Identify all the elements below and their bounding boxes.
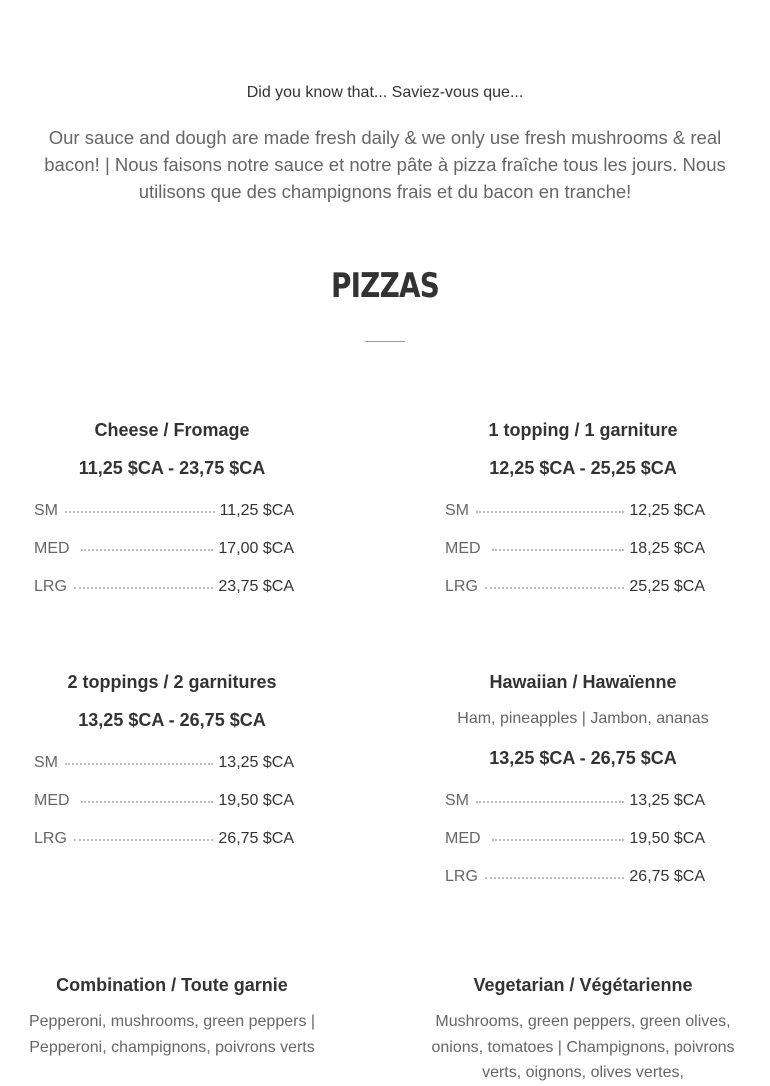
size-label: LRG xyxy=(445,867,478,885)
item-price-range: 11,25 $CA - 23,75 $CA xyxy=(78,458,266,478)
menu-item-cheese xyxy=(7,418,337,613)
price-row xyxy=(445,499,705,523)
price-value: 11,25 $CA xyxy=(219,502,294,519)
item-description: Mushrooms, green peppers, green olives, onions, tomatoes | Champignons, poivrons verts, oignons, olives vertes, xyxy=(431,1013,735,1081)
price-row xyxy=(34,499,294,523)
item-name: 1 topping / 1 garniture xyxy=(488,420,678,440)
intro-heading: Did you know that... Saviez-vous que... xyxy=(246,84,524,101)
price-value: 26,75 $CA xyxy=(629,867,705,885)
price-value: 13,25 $CA xyxy=(629,791,705,809)
size-label: SM xyxy=(445,502,469,519)
item-price-range: 12,25 $CA - 25,25 $CA xyxy=(489,458,677,478)
price-value: 19,50 $CA xyxy=(629,829,705,847)
price-value: 18,25 $CA xyxy=(629,540,705,557)
size-label: MED xyxy=(445,829,481,847)
price-list xyxy=(445,499,705,599)
price-row xyxy=(34,827,294,851)
dot-leader xyxy=(65,762,213,765)
size-label: SM xyxy=(34,754,58,771)
price-row xyxy=(34,789,294,813)
price-row xyxy=(34,575,294,599)
item-price-range: 13,25 $CA - 26,75 $CA xyxy=(489,747,677,768)
price-value: 23,75 $CA xyxy=(218,578,294,595)
dot-leader xyxy=(65,510,215,513)
price-value: 26,75 $CA xyxy=(218,830,294,847)
item-description: Pepperoni, mushrooms, green peppers | Pepperoni, champignons, poivrons verts xyxy=(28,1013,316,1056)
menu-item-combination xyxy=(7,973,337,1060)
menu-item-hawaiian xyxy=(418,670,748,903)
dot-leader xyxy=(492,548,625,551)
item-name: Combination / Toute garnie xyxy=(56,975,288,995)
item-name: Cheese / Fromage xyxy=(94,420,250,440)
price-value: 13,25 $CA xyxy=(218,754,294,771)
price-list xyxy=(34,751,294,851)
dot-leader xyxy=(492,838,625,841)
dot-leader xyxy=(74,586,213,589)
size-label: LRG xyxy=(445,578,478,595)
size-label: LRG xyxy=(34,578,67,595)
dot-leader xyxy=(81,800,214,803)
intro-text: Our sauce and dough are made fresh daily & we only use fresh mushrooms & real bacon! | Nous faisons notre sauce et notre pâte à pizza fraîche tous les jours. Nous utilisons que des champignons frais et du bacon en tranche! xyxy=(44,127,726,202)
price-row xyxy=(445,789,705,813)
section-title: PIZZAS xyxy=(331,266,439,306)
size-label: SM xyxy=(34,502,58,519)
size-label: SM xyxy=(445,791,469,809)
item-price-range: 13,25 $CA - 26,75 $CA xyxy=(78,710,266,730)
menu-item-two-toppings xyxy=(7,670,337,865)
price-row xyxy=(34,537,294,561)
item-name: Vegetarian / Végétarienne xyxy=(473,975,693,995)
size-label: MED xyxy=(34,540,70,557)
dot-leader xyxy=(485,876,624,879)
dot-leader xyxy=(485,586,624,589)
price-row xyxy=(445,827,705,851)
price-row xyxy=(445,865,705,889)
size-label: MED xyxy=(34,792,70,809)
item-description: Ham, pineapples | Jambon, ananas xyxy=(457,710,709,727)
price-value: 25,25 $CA xyxy=(629,578,705,595)
price-list xyxy=(34,499,294,599)
size-label: LRG xyxy=(34,830,67,847)
menu-item-one-topping xyxy=(418,418,748,613)
price-value: 12,25 $CA xyxy=(629,502,705,519)
price-row xyxy=(445,575,705,599)
dot-leader xyxy=(81,548,214,551)
dot-leader xyxy=(74,838,213,841)
menu-item-vegetarian xyxy=(418,973,748,1086)
price-value: 19,50 $CA xyxy=(218,792,294,809)
price-value: 17,00 $CA xyxy=(218,540,294,557)
dot-leader xyxy=(476,510,624,513)
section-divider xyxy=(365,341,405,342)
dot-leader xyxy=(476,800,624,803)
price-row xyxy=(445,537,705,561)
item-name: Hawaiian / Hawaïenne xyxy=(489,672,677,692)
price-row xyxy=(34,751,294,775)
price-list xyxy=(445,789,705,889)
size-label: MED xyxy=(445,540,481,557)
item-name: 2 toppings / 2 garnitures xyxy=(67,672,277,692)
